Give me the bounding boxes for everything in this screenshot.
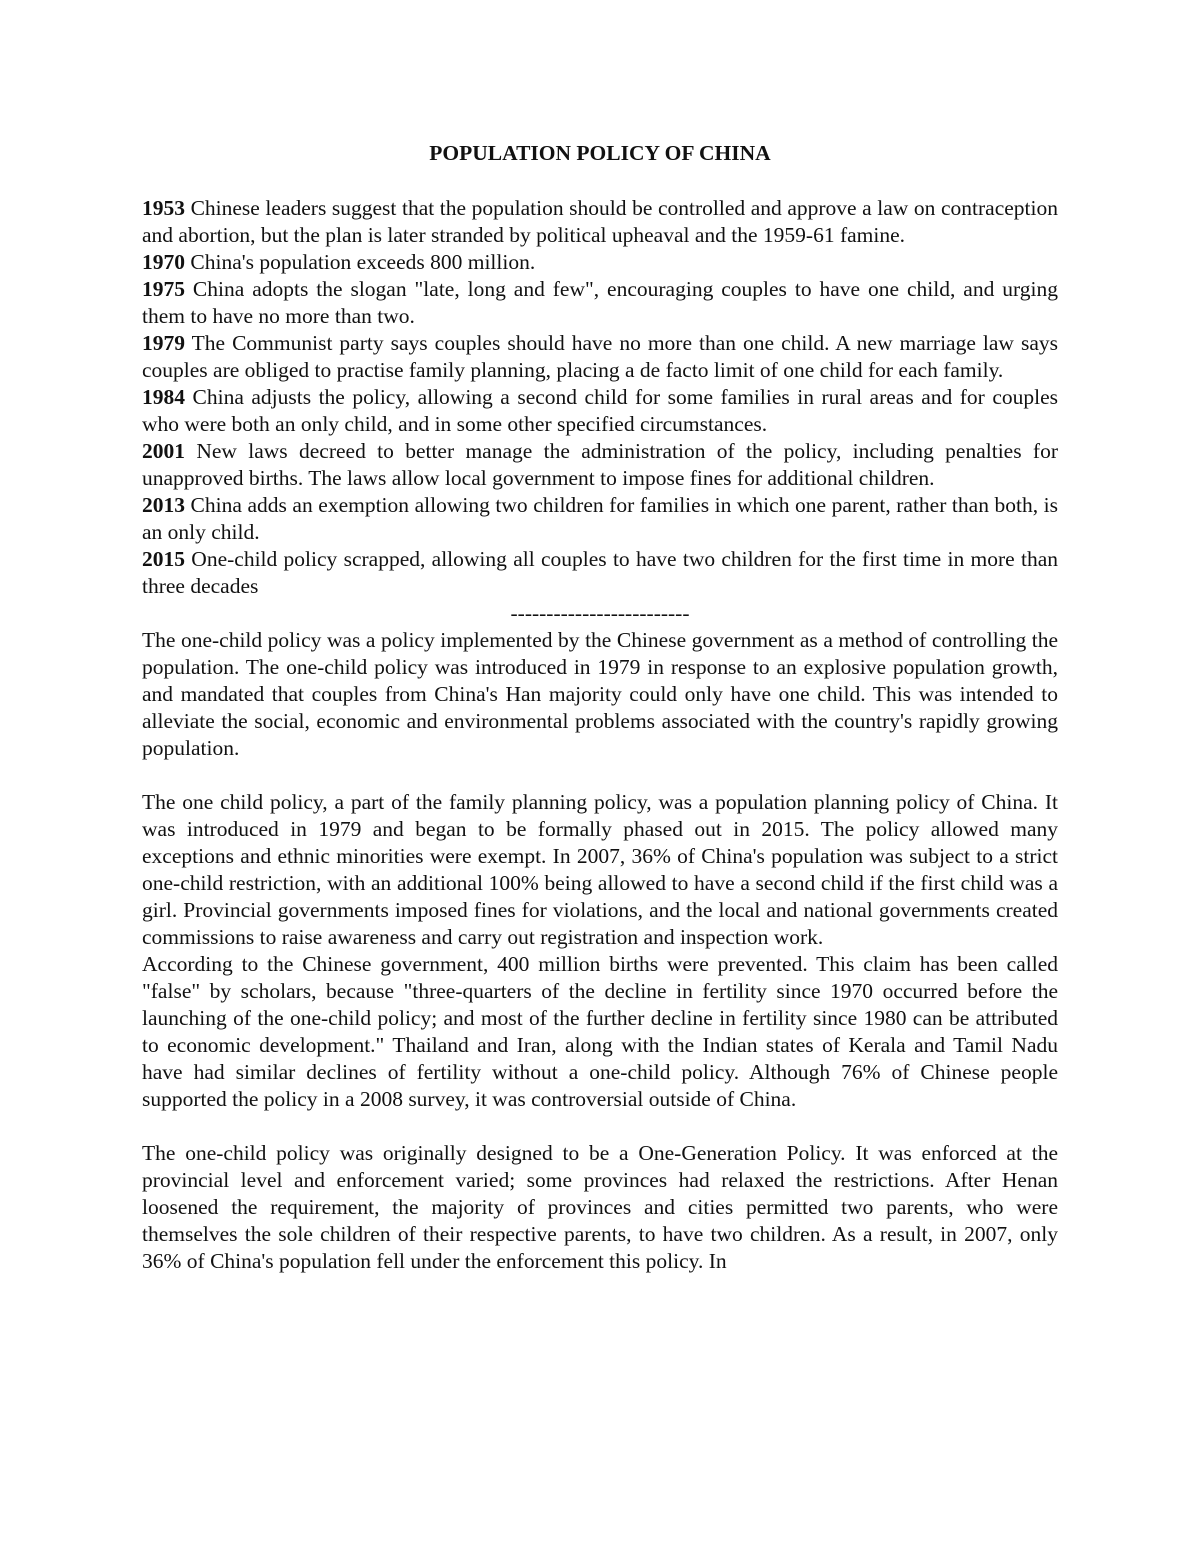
timeline-entry xyxy=(142,330,1058,384)
timeline-text: One-child policy scrapped, allowing all couples to have two children for the first time in more than three decades xyxy=(142,547,1058,598)
timeline-year: 2001 xyxy=(142,439,185,463)
body-paragraph: The one child policy, a part of the family planning policy, was a population planning policy of China. It was introduced in 1979 and began to be formally phased out in 2015. The policy allowed many exceptions and ethnic minorities were exempt. In 2007, 36% of China's population was subject to a strict one-child restriction, with an additional 100% being allowed to have a second child if the first child was a girl. Provincial governments imposed fines for violations, and the local and national governments created commissions to raise awareness and carry out registration and inspection work. xyxy=(142,790,1058,949)
timeline-text: China's population exceeds 800 million. xyxy=(185,250,536,274)
timeline-year: 2013 xyxy=(142,493,185,517)
paragraph-gap xyxy=(142,1113,1058,1140)
timeline xyxy=(142,195,1058,600)
timeline-text: The Communist party says couples should have no more than one child. A new marriage law says couples are obliged to practise family planning, placing a de facto limit of one child for each family. xyxy=(142,331,1058,382)
body-paragraph: The one-child policy was originally designed to be a One-Generation Policy. It was enforced at the provincial level and enforcement varied; some provinces had relaxed the restrictions. After Henan loosened the requirement, the majority of provinces and cities permitted two parents, who were themselves the sole children of their respective parents, to have two children. As a result, in 2007, only 36% of China's population fell under the enforcement this policy. In xyxy=(142,1141,1058,1273)
section-divider: ------------------------- xyxy=(510,601,690,625)
body-paragraph: According to the Chinese government, 400 million births were prevented. This claim has been called "false" by scholars, because "three-quarters of the decline in fertility since 1970 occurred before the launching of the one-child policy; and most of the further decline in fertility since 1980 can be attributed to economic development." Thailand and Iran, along with the Indian states of Kerala and Tamil Nadu have had similar declines of fertility without a one-child policy. Although 76% of Chinese people supported the policy in a 2008 survey, it was controversial outside of China. xyxy=(142,952,1058,1111)
timeline-year: 1975 xyxy=(142,277,185,301)
timeline-year: 1984 xyxy=(142,385,185,409)
timeline-entry xyxy=(142,195,1058,249)
document-title: POPULATION POLICY OF CHINA xyxy=(429,141,771,165)
timeline-year: 1970 xyxy=(142,250,185,274)
timeline-entry xyxy=(142,249,1058,276)
timeline-year: 1979 xyxy=(142,331,185,355)
body-paragraph: The one-child policy was a policy implemented by the Chinese government as a method of controlling the population. The one-child policy was introduced in 1979 in response to an explosive population growth, and mandated that couples from China's Han majority could only have one child. This was intended to alleviate the social, economic and environmental problems associated with the country's rapidly growing population. xyxy=(142,628,1058,760)
timeline-year: 2015 xyxy=(142,547,185,571)
timeline-entry xyxy=(142,276,1058,330)
timeline-text: Chinese leaders suggest that the population should be controlled and approve a law on contraception and abortion, but the plan is later stranded by political upheaval and the 1959-61 famine. xyxy=(142,196,1058,247)
timeline-year: 1953 xyxy=(142,196,185,220)
timeline-entry xyxy=(142,384,1058,438)
timeline-text: China adopts the slogan "late, long and few", encouraging couples to have one child, and urging them to have no more than two. xyxy=(142,277,1058,328)
timeline-text: New laws decreed to better manage the administration of the policy, including penalties for unapproved births. The laws allow local government to impose fines for additional children. xyxy=(142,439,1058,490)
timeline-text: China adjusts the policy, allowing a second child for some families in rural areas and for couples who were both an only child, and in some other specified circumstances. xyxy=(142,385,1058,436)
timeline-entry xyxy=(142,546,1058,600)
paragraph-gap xyxy=(142,762,1058,789)
timeline-entry xyxy=(142,492,1058,546)
timeline-text: China adds an exemption allowing two children for families in which one parent, rather than both, is an only child. xyxy=(142,493,1058,544)
document-page xyxy=(142,140,1058,1275)
timeline-entry xyxy=(142,438,1058,492)
